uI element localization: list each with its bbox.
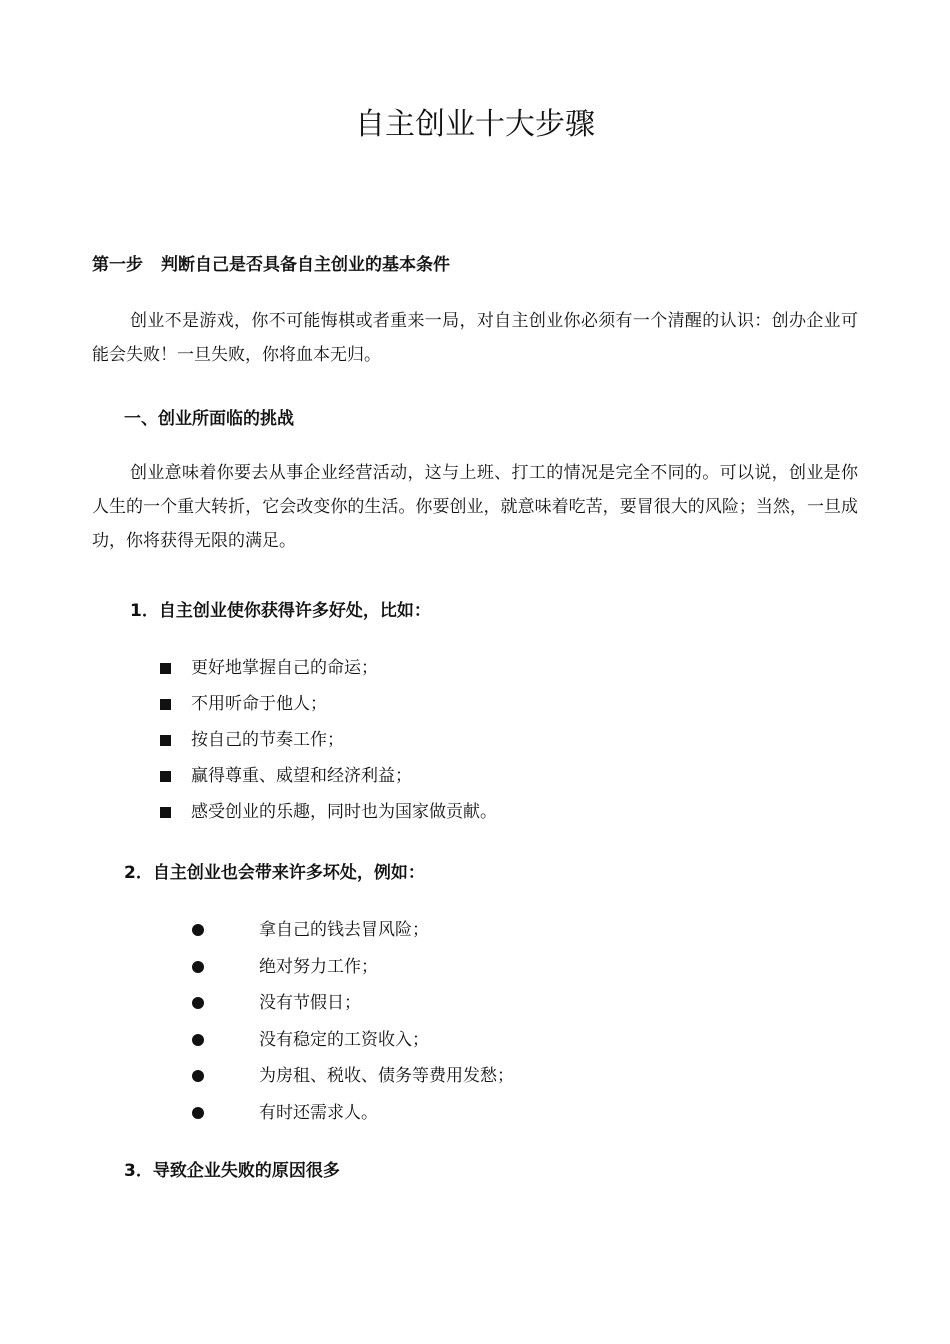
list-item-text: 按自己的节奏工作； [191,730,344,750]
round-bullet-icon [192,961,204,973]
drawbacks-list [192,912,514,1131]
list-item [158,650,497,686]
list-item [158,686,497,722]
list-item-text: 有时还需求人。 [259,1102,378,1123]
drawbacks-heading: 2．自主创业也会带来许多坏处，例如： [124,863,425,883]
step1-text: 判断自己是否具备自主创业的基本条件 [161,255,450,275]
list-item-text: 更好地掌握自己的命运； [191,658,378,678]
list-item-text: 不用听命于他人； [191,694,327,714]
failure-causes-heading: 3．导致企业失败的原因很多 [124,1161,340,1181]
square-bullet-icon [160,699,171,710]
benefits-heading: 1．自主创业使你获得许多好处，比如： [130,601,431,621]
list-item-text: 为房租、税收、债务等费用发愁； [259,1066,514,1087]
list-item [158,722,497,758]
list-item [192,985,514,1022]
square-bullet-icon [160,735,171,746]
square-bullet-icon [160,771,171,782]
square-bullet-icon [160,663,171,674]
list-item [158,758,497,794]
list-item-text: 感受创业的乐趣，同时也为国家做贡献。 [191,802,497,822]
list-item-text: 拿自己的钱去冒风险； [259,920,429,941]
list-item [192,949,514,986]
list-item-text: 赢得尊重、威望和经济利益； [191,766,412,786]
document-title: 自主创业十大步骤 [355,107,595,142]
round-bullet-icon [192,1070,204,1082]
square-bullet-icon [160,807,171,818]
list-item [158,794,497,830]
list-item-text: 没有节假日； [259,993,361,1014]
list-item [192,912,514,949]
intro-paragraph: 创业不是游戏，你不可能悔棋或者重来一局，对自主创业你必须有一个清醒的认识：创办企业可能会失败！一旦失败，你将血本无归。 [92,311,858,365]
list-item-text: 绝对努力工作； [259,956,378,977]
list-item-text: 没有稳定的工资收入； [259,1029,429,1050]
step1-label: 第一步 [92,255,143,275]
round-bullet-icon [192,1034,204,1046]
step1-heading [92,250,450,275]
round-bullet-icon [192,997,204,1009]
round-bullet-icon [192,924,204,936]
benefits-list [158,650,497,830]
challenge-paragraph: 创业意味着你要去从事企业经营活动，这与上班、打工的情况是完全不同的。可以说，创业是你人生的一个重大转折，它会改变你的生活。你要创业，就意味着吃苦，要冒很大的风险；当然，一旦成功，你将获得无限的满足。 [92,463,858,551]
list-item [192,1022,514,1059]
list-item [192,1058,514,1095]
list-item [192,1095,514,1132]
round-bullet-icon [192,1107,204,1119]
section1-heading: 一、创业所面临的挑战 [124,409,294,429]
